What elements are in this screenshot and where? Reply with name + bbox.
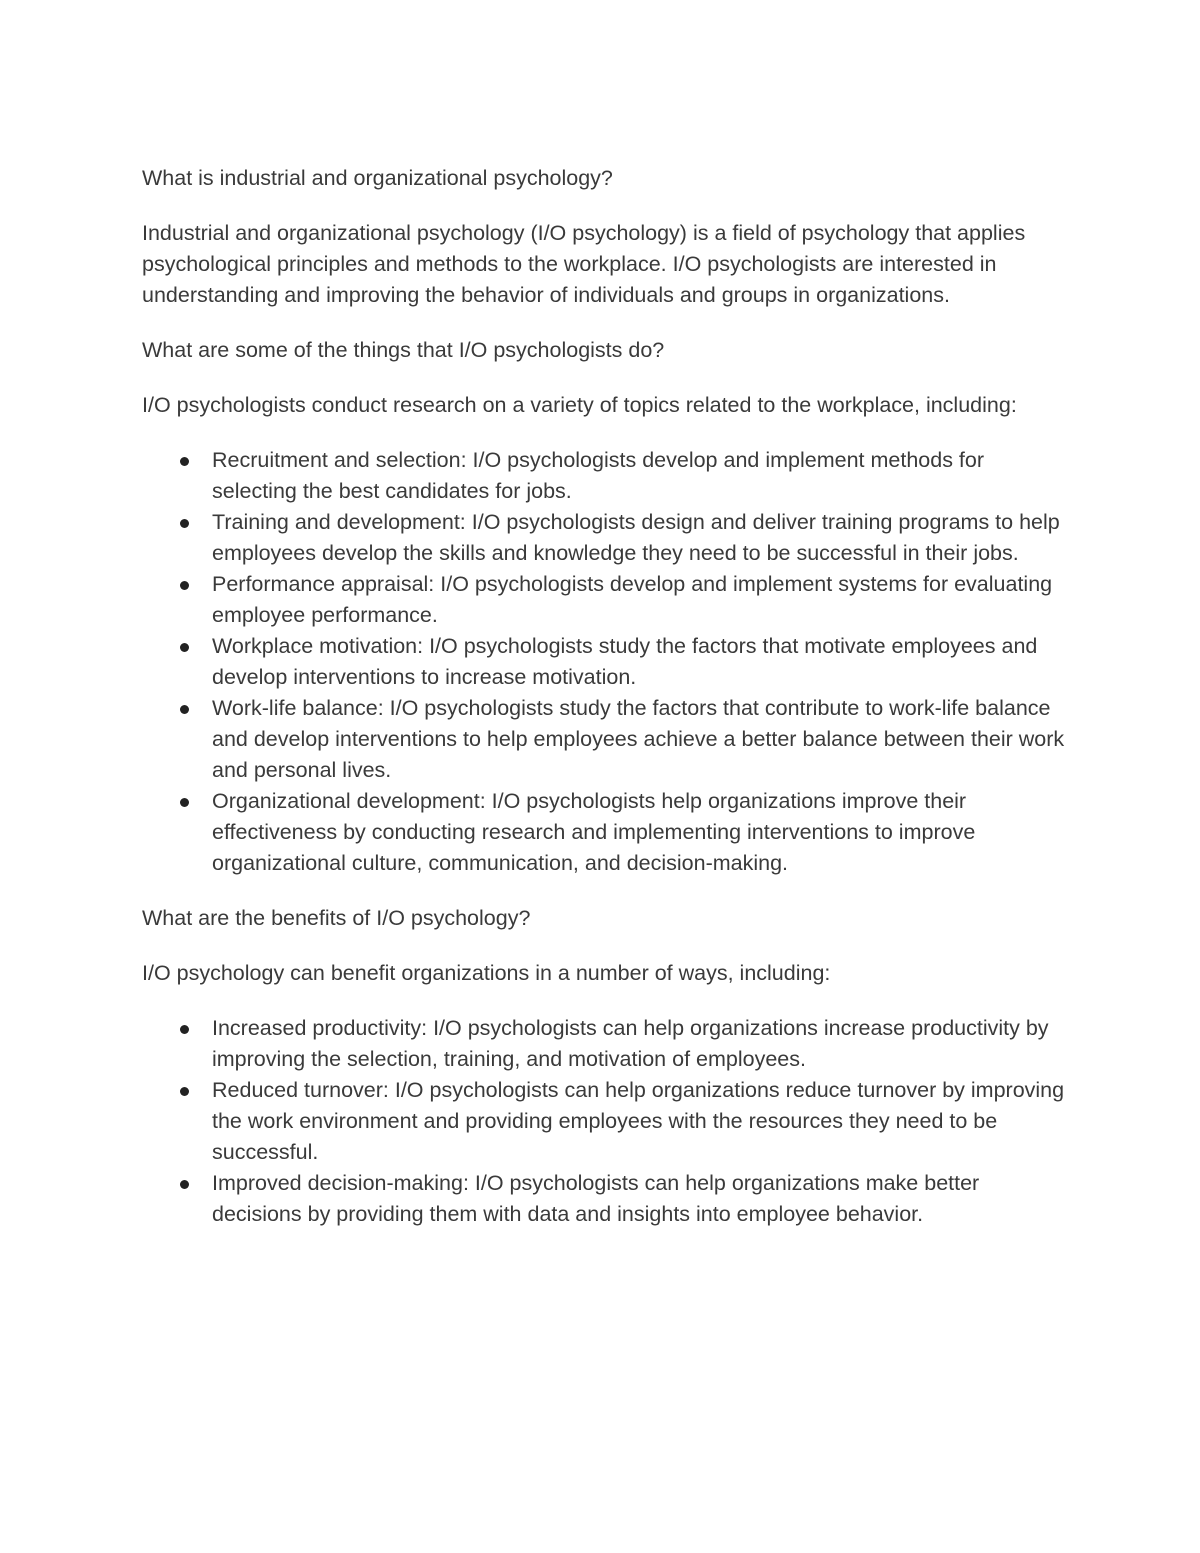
list-item-text: Training and development: I/O psychologists design and deliver training programs to help employees develop the skills and knowledge they need to be successful in their jobs. xyxy=(212,510,1060,565)
list-item xyxy=(142,693,1072,786)
list-item xyxy=(142,1168,1072,1230)
list-item xyxy=(142,786,1072,879)
document-page xyxy=(142,163,1072,1254)
paragraph: Industrial and organizational psychology (I/O psychology) is a field of psychology that applies psychological principles and methods to the workplace. I/O psychologists are interested in understanding and improving the behavior of individuals and groups in organizations. xyxy=(142,221,1026,307)
list-item xyxy=(142,1075,1072,1168)
list-item-text: Work-life balance: I/O psychologists study the factors that contribute to work-life balance and develop interventions to help employees achieve a better balance between their work and personal lives. xyxy=(212,696,1065,782)
bullet-icon xyxy=(180,1087,189,1096)
bullet-icon xyxy=(180,457,189,466)
list-item xyxy=(142,631,1072,693)
list-item-text: Workplace motivation: I/O psychologists study the factors that motivate employees and develop interventions to increase motivation. xyxy=(212,634,1038,689)
bullet-icon xyxy=(180,519,189,528)
list-item xyxy=(142,507,1072,569)
bullet-list xyxy=(142,445,1072,879)
paragraph: I/O psychologists conduct research on a variety of topics related to the workplace, including: xyxy=(142,393,1017,417)
list-item xyxy=(142,569,1072,631)
bullet-icon xyxy=(180,1180,189,1189)
list-item-text: Improved decision-making: I/O psychologists can help organizations make better decisions by providing them with data and insights into employee behavior. xyxy=(212,1171,980,1226)
list-item xyxy=(142,445,1072,507)
list-item xyxy=(142,1013,1072,1075)
bullet-icon xyxy=(180,643,189,652)
bullet-icon xyxy=(180,705,189,714)
bullet-icon xyxy=(180,1025,189,1034)
paragraph: I/O psychology can benefit organizations in a number of ways, including: xyxy=(142,961,831,985)
list-item-text: Increased productivity: I/O psychologists can help organizations increase productivity by improving the selection, training, and motivation of employees. xyxy=(212,1016,1049,1071)
bullet-icon xyxy=(180,581,189,590)
question-heading: What are the benefits of I/O psychology? xyxy=(142,906,531,930)
list-item-text: Recruitment and selection: I/O psychologists develop and implement methods for selecting the best candidates for jobs. xyxy=(212,448,985,503)
list-item-text: Reduced turnover: I/O psychologists can help organizations reduce turnover by improving the work environment and providing employees with the resources they need to be successful. xyxy=(212,1078,1065,1164)
question-heading: What are some of the things that I/O psychologists do? xyxy=(142,338,665,362)
question-heading: What is industrial and organizational psychology? xyxy=(142,166,613,190)
bullet-list xyxy=(142,1013,1072,1230)
list-item-text: Performance appraisal: I/O psychologists develop and implement systems for evaluating employee performance. xyxy=(212,572,1053,627)
list-item-text: Organizational development: I/O psychologists help organizations improve their effectiveness by conducting research and implementing interventions to improve organizational culture, communication, and decision-making. xyxy=(212,789,976,875)
bullet-icon xyxy=(180,798,189,807)
